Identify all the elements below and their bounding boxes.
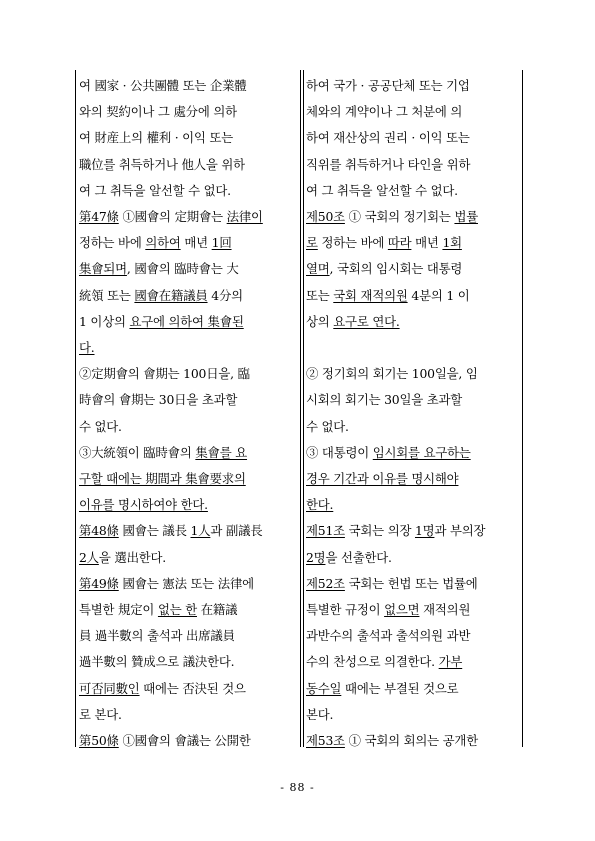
text-segment: 체와의 계약이나 그 처분에 의 bbox=[306, 104, 463, 120]
text-segment: ②定期會의 會期는 100日을, 臨 bbox=[79, 366, 250, 382]
underlined-text: 없는 한 bbox=[157, 602, 197, 617]
text-line bbox=[306, 466, 518, 492]
text-segment: 1 이상의 bbox=[79, 313, 130, 329]
text-line bbox=[306, 361, 518, 387]
underlined-text: 集會를 요 bbox=[195, 444, 248, 460]
text-segment: 國會는 憲法 또는 法律에 bbox=[118, 575, 254, 591]
text-line bbox=[306, 256, 518, 282]
table-border-right bbox=[522, 70, 523, 747]
text-line bbox=[79, 676, 297, 702]
underlined-text: 제52조 bbox=[306, 575, 345, 591]
text-segment: 수의 찬성으로 의결한다. bbox=[306, 654, 439, 670]
column-divider bbox=[300, 70, 301, 747]
text-segment: 본다. bbox=[306, 706, 334, 722]
text-line bbox=[79, 649, 297, 675]
underlined-text: 국회 재적의원 bbox=[333, 287, 408, 303]
text-segment: 상의 bbox=[306, 313, 334, 329]
text-line bbox=[306, 387, 518, 413]
text-line bbox=[79, 230, 297, 256]
text-segment: 재적의원 bbox=[419, 602, 471, 617]
underlined-text: 2人 bbox=[79, 549, 99, 565]
text-line bbox=[306, 230, 518, 256]
text-segment: 정하는 바에 bbox=[317, 235, 388, 251]
text-segment: 過半數의 贊成으로 議決한다. bbox=[79, 654, 235, 670]
underlined-text: 가부 bbox=[438, 654, 463, 670]
text-line bbox=[79, 545, 297, 571]
text-line bbox=[306, 335, 518, 361]
text-segment: 또는 bbox=[306, 287, 334, 303]
text-line bbox=[79, 571, 297, 597]
text-line bbox=[306, 178, 518, 204]
text-line bbox=[306, 518, 518, 544]
text-segment: 국회는 헌법 또는 법률에 bbox=[344, 575, 478, 591]
text-line bbox=[79, 152, 297, 178]
text-segment: ①國會의 定期會는 bbox=[118, 209, 227, 224]
text-segment: 여 그 취득을 알선할 수 없다. bbox=[306, 182, 458, 198]
underlined-text: 第50條 bbox=[79, 733, 119, 748]
text-segment: 職位를 취득하거나 他人을 위하 bbox=[79, 156, 245, 172]
text-line bbox=[79, 387, 297, 413]
text-segment: 수 없다. bbox=[79, 418, 122, 434]
text-segment: 時會의 會期는 30日을 초과할 bbox=[79, 392, 238, 408]
underlined-text: 제50조 bbox=[306, 209, 345, 224]
text-line bbox=[79, 492, 297, 518]
text-line bbox=[79, 702, 297, 728]
text-line bbox=[79, 518, 297, 544]
text-segment: 여 그 취득을 알선할 수 없다. bbox=[79, 182, 231, 198]
text-line bbox=[306, 545, 518, 571]
underlined-text: 2명 bbox=[306, 549, 326, 565]
underlined-text: 요구로 연다. bbox=[333, 313, 400, 329]
text-segment: 때에는 否決된 것으 bbox=[139, 680, 246, 696]
underlined-text: 1回 bbox=[211, 235, 232, 251]
text-segment: 을 선출한다. bbox=[325, 549, 392, 565]
text-segment: 과 副議長 bbox=[210, 523, 263, 539]
text-segment: 하여 재산상의 권리 · 이익 또는 bbox=[306, 130, 470, 146]
underlined-text: 구할 때에는 期間과 集會要求의 bbox=[79, 471, 246, 486]
underlined-text: 集會되며 bbox=[79, 261, 127, 277]
text-segment: 과 부의장 bbox=[434, 523, 486, 539]
underlined-text: 요구에 의하여 集會된 bbox=[129, 313, 244, 329]
text-segment: 하여 국가 · 공공단체 또는 기업 bbox=[306, 78, 470, 93]
text-line bbox=[306, 649, 518, 675]
underlined-text: 한다. bbox=[306, 497, 334, 513]
text-segment: 와의 契約이나 그 處分에 의하 bbox=[79, 104, 237, 120]
text-line bbox=[306, 728, 518, 754]
text-line bbox=[306, 125, 518, 151]
text-segment: ①國會의 會議는 公開한 bbox=[118, 733, 251, 748]
text-line bbox=[306, 73, 518, 99]
underlined-text: 의하여 bbox=[145, 235, 181, 251]
text-line bbox=[306, 414, 518, 440]
text-line bbox=[79, 623, 297, 649]
text-segment: 國會는 議長 bbox=[118, 523, 191, 539]
text-segment: 특별한 규정이 bbox=[306, 602, 385, 617]
underlined-text: 이유를 명시하여야 한다. bbox=[79, 497, 208, 513]
underlined-text: 1人 bbox=[190, 523, 211, 539]
underlined-text: 法律이 bbox=[226, 209, 263, 224]
text-line bbox=[79, 466, 297, 492]
text-segment: 4분의 1 이 bbox=[407, 287, 470, 303]
text-line bbox=[79, 728, 297, 754]
text-segment: 특별한 規定이 bbox=[79, 602, 158, 617]
text-segment: ② 정기회의 회기는 100일을, 임 bbox=[306, 366, 478, 382]
text-line bbox=[79, 440, 297, 466]
text-segment: , 國會의 臨時會는 大 bbox=[126, 261, 239, 277]
text-line bbox=[306, 597, 518, 623]
text-line bbox=[306, 204, 518, 230]
underlined-text: 제51조 bbox=[306, 523, 345, 539]
text-segment: 로 본다. bbox=[79, 706, 122, 722]
page-number: - 88 - bbox=[280, 781, 315, 794]
text-segment: 때에는 부결된 것으로 bbox=[341, 680, 459, 696]
text-line bbox=[79, 283, 297, 309]
text-line bbox=[306, 676, 518, 702]
text-line bbox=[306, 440, 518, 466]
text-segment: ① 국회의 정기회는 bbox=[344, 209, 455, 224]
text-segment: ③ 대통령이 bbox=[306, 444, 373, 460]
text-line bbox=[79, 99, 297, 125]
underlined-text: 법률 bbox=[454, 209, 478, 224]
text-line bbox=[79, 335, 297, 361]
table-border-left bbox=[75, 70, 76, 747]
text-segment: 在籍議 bbox=[196, 602, 238, 617]
text-line bbox=[79, 309, 297, 335]
underlined-text: 없으면 bbox=[384, 602, 420, 617]
text-line bbox=[79, 178, 297, 204]
underlined-text: 1회 bbox=[442, 235, 462, 251]
text-segment: 매년 bbox=[411, 235, 443, 251]
text-line bbox=[79, 125, 297, 151]
text-line bbox=[306, 309, 518, 335]
underlined-text: 동수일 bbox=[306, 680, 342, 696]
text-segment: 을 選出한다. bbox=[98, 549, 167, 565]
text-segment: 정하는 바에 bbox=[79, 235, 146, 251]
text-line bbox=[79, 414, 297, 440]
text-segment: 수 없다. bbox=[306, 418, 349, 434]
text-segment: 여 國家 · 公共團體 또는 企業體 bbox=[79, 78, 247, 93]
underlined-text: 第49條 bbox=[79, 575, 119, 591]
text-segment: , 국회의 임시회는 대통령 bbox=[329, 261, 463, 277]
text-line bbox=[79, 597, 297, 623]
underlined-text: 따라 bbox=[387, 235, 412, 251]
text-segment: 직위를 취득하거나 타인을 위하 bbox=[306, 156, 471, 172]
column-divider-inner bbox=[303, 70, 304, 747]
text-segment: 시회의 회기는 30일을 초과할 bbox=[306, 392, 463, 408]
text-line bbox=[306, 283, 518, 309]
text-segment: 매년 bbox=[180, 235, 212, 251]
text-segment: 국회는 의장 bbox=[344, 523, 415, 539]
text-segment: 4分의 bbox=[207, 287, 243, 303]
underlined-text: 第47條 bbox=[79, 209, 119, 224]
text-line bbox=[306, 152, 518, 178]
underlined-text: 第48條 bbox=[79, 523, 119, 539]
text-line bbox=[306, 571, 518, 597]
text-segment: ① 국회의 회의는 공개한 bbox=[344, 733, 478, 748]
text-line bbox=[79, 204, 297, 230]
text-line bbox=[79, 73, 297, 99]
underlined-text: 로 bbox=[306, 235, 318, 251]
underlined-text: 경우 기간과 이유를 명시해야 bbox=[306, 471, 459, 486]
underlined-text: 國會在籍議員 bbox=[134, 287, 208, 303]
underlined-text: 1명 bbox=[414, 523, 435, 539]
text-line bbox=[306, 702, 518, 728]
underlined-text: 다. bbox=[79, 340, 95, 355]
underlined-text: 제53조 bbox=[306, 733, 345, 748]
text-line bbox=[306, 492, 518, 518]
text-segment: ③大統領이 臨時會의 bbox=[79, 444, 196, 460]
underlined-text: 可否同數인 bbox=[79, 680, 140, 696]
text-segment: 統領 또는 bbox=[79, 287, 135, 303]
underlined-text: 열며 bbox=[306, 261, 330, 277]
text-segment: 員 過半數의 출석과 出席議員 bbox=[79, 628, 235, 644]
text-line bbox=[79, 361, 297, 387]
text-line bbox=[79, 256, 297, 282]
underlined-text: 임시회를 요구하는 bbox=[372, 444, 471, 460]
text-line bbox=[306, 99, 518, 125]
text-segment: 여 財産上의 權利 · 이익 또는 bbox=[79, 130, 234, 146]
text-line bbox=[306, 623, 518, 649]
text-segment: 과반수의 출석과 출석의원 과반 bbox=[306, 628, 471, 644]
